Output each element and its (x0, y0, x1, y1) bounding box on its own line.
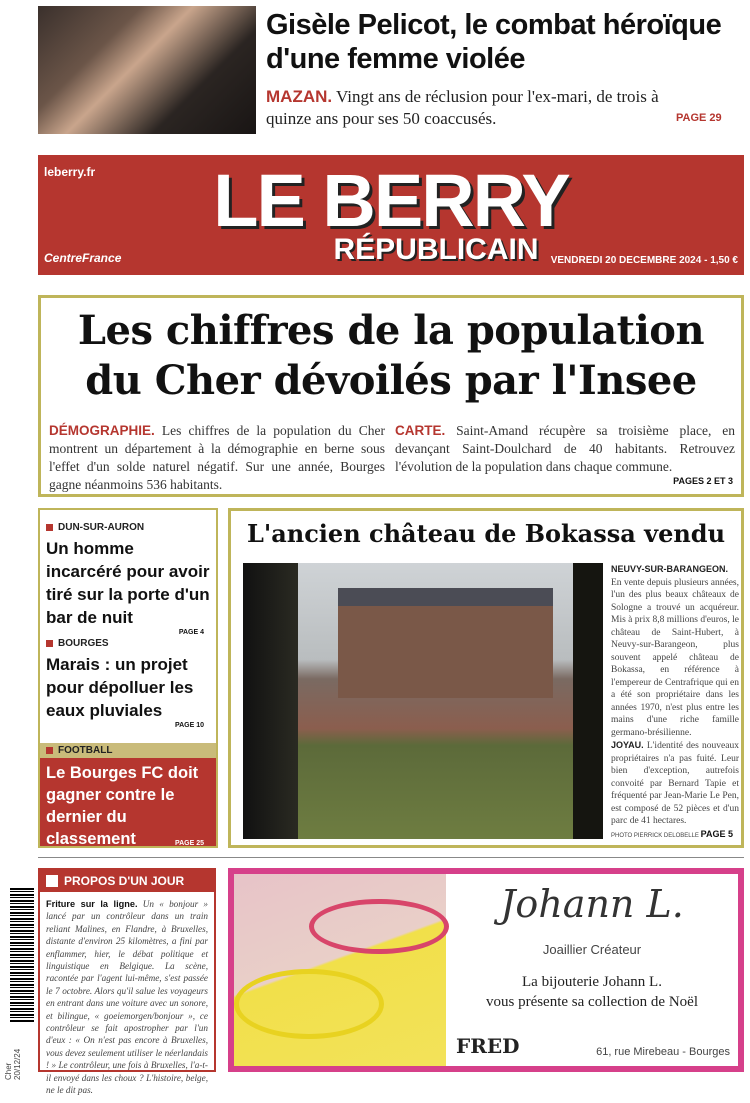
brief-kicker: BOURGES (58, 638, 109, 649)
teaser-kicker: MAZAN. (266, 87, 333, 106)
square-bullet-icon (46, 640, 53, 647)
chateau-page: PAGE 5 (700, 829, 733, 839)
logo-line1: LE BERRY (213, 159, 569, 242)
propos-header (40, 870, 214, 892)
ad-line2: vous présente sa collection de Noël (485, 994, 698, 1010)
chateau-story (228, 508, 744, 848)
photo-credit: PHOTO PIERRICK DELOBELLE (611, 832, 699, 839)
bracelet-yellow (234, 969, 384, 1039)
ad-brand: Johann L. (500, 882, 684, 926)
brief-page: PAGE 4 (178, 629, 204, 636)
propos-title: PROPOS D'UN JOUR (64, 874, 185, 888)
kicker: JOYAU. (611, 740, 644, 750)
ad-subtitle: Joaillier Créateur (542, 942, 642, 957)
brief-title: Un homme incarcéré pour avoir tiré sur la porte d'un bar de nuit (46, 539, 210, 627)
brief-kicker: DUN-SUR-AURON (58, 522, 145, 533)
propos-dun-jour (38, 868, 216, 1096)
text: Saint-Amand récupère sa troisième place, en devançant Saint-Doulchard de 40 habitants. Retrouvez l'évolution de la population dans chaque commune. (395, 423, 735, 474)
brief-title: Le Bourges FC doit gagner contre le dernier du classement (46, 764, 199, 848)
side-briefs (38, 508, 218, 848)
barcode (10, 888, 34, 1023)
divider (38, 857, 744, 858)
brief-kicker: FOOTBALL (58, 745, 113, 756)
teaser-page: PAGE 29 (676, 112, 722, 124)
text: En vente depuis plusieurs années, l'un des plus beaux châteaux de Sologne a trouvé un acquéreur. Mis à prix 8,8 millions d'euros, le château de Saint-Hubert, à Neuvy-sur-Barangeon, plus souvent appelé château de Bokassa, en référence à l'empereur de Centrafrique qui en a été son propriétaire dans les années 1970, n'est plus entre les mains d'une riche famille germano-brésilienne. (611, 577, 739, 738)
chateau-building (338, 588, 553, 698)
brief-page: PAGE 10 (174, 722, 204, 729)
ad-partner: FRED (456, 1034, 520, 1058)
text: L'identité des nouveaux propriétaires n'a pas fuité. Leur bien d'exception, autrefois convoité par Bernard Tapie et fréquenté par Jean-Marie Le Pen, est composé de 52 pièces et d'un parc de 41 hectares. (611, 741, 739, 826)
propos-lead: Friture sur la ligne. (46, 899, 138, 909)
kicker: CARTE. (395, 423, 446, 438)
main-story (38, 295, 744, 497)
brief-page: PAGE 25 (174, 840, 204, 847)
teaser-headline[interactable]: Gisèle Pelicot, le combat héroïque d'une femme violée (266, 9, 722, 75)
site-url[interactable]: leberry.fr (44, 165, 96, 179)
teaser-text: Vingt ans de réclusion pour l'ex-mari, de trois à quinze ans pour ses 50 coaccusés. (266, 87, 659, 128)
ad-message (446, 972, 738, 1012)
brief-title: Marais : un projet pour dépolluer les eaux pluviales (46, 655, 194, 720)
teaser-photo (38, 6, 256, 134)
brief-2[interactable] (40, 628, 216, 743)
photo-shadow (573, 563, 603, 839)
ad-line1: La bijouterie Johann L. (522, 974, 662, 990)
text: Un « bonjour » lancé par un contrôleur dans un train reliant Malines, en Flandre, à Bruxelles, distante d'environ 25 kilomètres, a fini par enflammer, hier, le débat politique et linguistique en Belgique. La scène, racontée par l'agent lui-même, s'est passée le 7 octobre. Alors qu'il salue les voyageurs en entrant dans une voiture avec un sonore, et bilingue, « goeiemorgen/bonjour », ce contrôleur se fait apostropher par l'un d'eux : « On n'est pas encore à Bruxelles, vous devez seulement utiliser le néerlandais ! » Le contrôleur, une fois à Bruxelles, l'a-t-il envoyé dans les choux ? L'histoire, belge, ne le dit pas. (46, 899, 208, 1096)
bracelet-red (309, 899, 449, 954)
square-bullet-icon (46, 524, 53, 531)
chateau-text (611, 563, 739, 842)
photo-shadow (243, 563, 298, 839)
kicker: DÉMOGRAPHIE. (49, 423, 155, 438)
group-logo: CentreFrance (44, 251, 122, 265)
main-pages: PAGES 2 ET 3 (673, 476, 733, 486)
ad-bracelets-photo (234, 874, 446, 1066)
ad-address: 61, rue Mirebeau - Bourges (596, 1046, 730, 1058)
issue-date: VENDREDI 20 DECEMBRE 2024 - 1,50 € (550, 255, 738, 266)
teaser-summary (266, 86, 666, 130)
masthead (38, 155, 744, 275)
square-bullet-icon (46, 747, 53, 754)
brief-1[interactable] (40, 510, 216, 636)
advertisement[interactable] (228, 868, 744, 1072)
edition: Cher (4, 1062, 13, 1080)
kicker: NEUVY-SUR-BARANGEON. (611, 564, 729, 574)
brief-3[interactable] (40, 743, 216, 846)
square-icon (46, 875, 58, 887)
main-left-col (49, 422, 385, 494)
edition-label (4, 1030, 22, 1080)
logo-line2: RÉPUBLICAIN (333, 233, 539, 266)
chateau-photo (243, 563, 603, 839)
edition-date: 20/12/24 (13, 1048, 22, 1080)
chateau-headline[interactable]: L'ancien château de Bokassa vendu (246, 519, 726, 548)
propos-text (40, 892, 214, 1103)
text: Les chiffres de la population du Cher montrent un département à la démographie en berne sous l'effet d'un solde naturel négatif. Sur une année, Bourges gagne néanmoins 536 habitants. (49, 423, 385, 492)
main-right-col (395, 422, 735, 476)
main-headline[interactable]: Les chiffres de la population du Cher dévoilés par l'Insee (77, 307, 705, 404)
